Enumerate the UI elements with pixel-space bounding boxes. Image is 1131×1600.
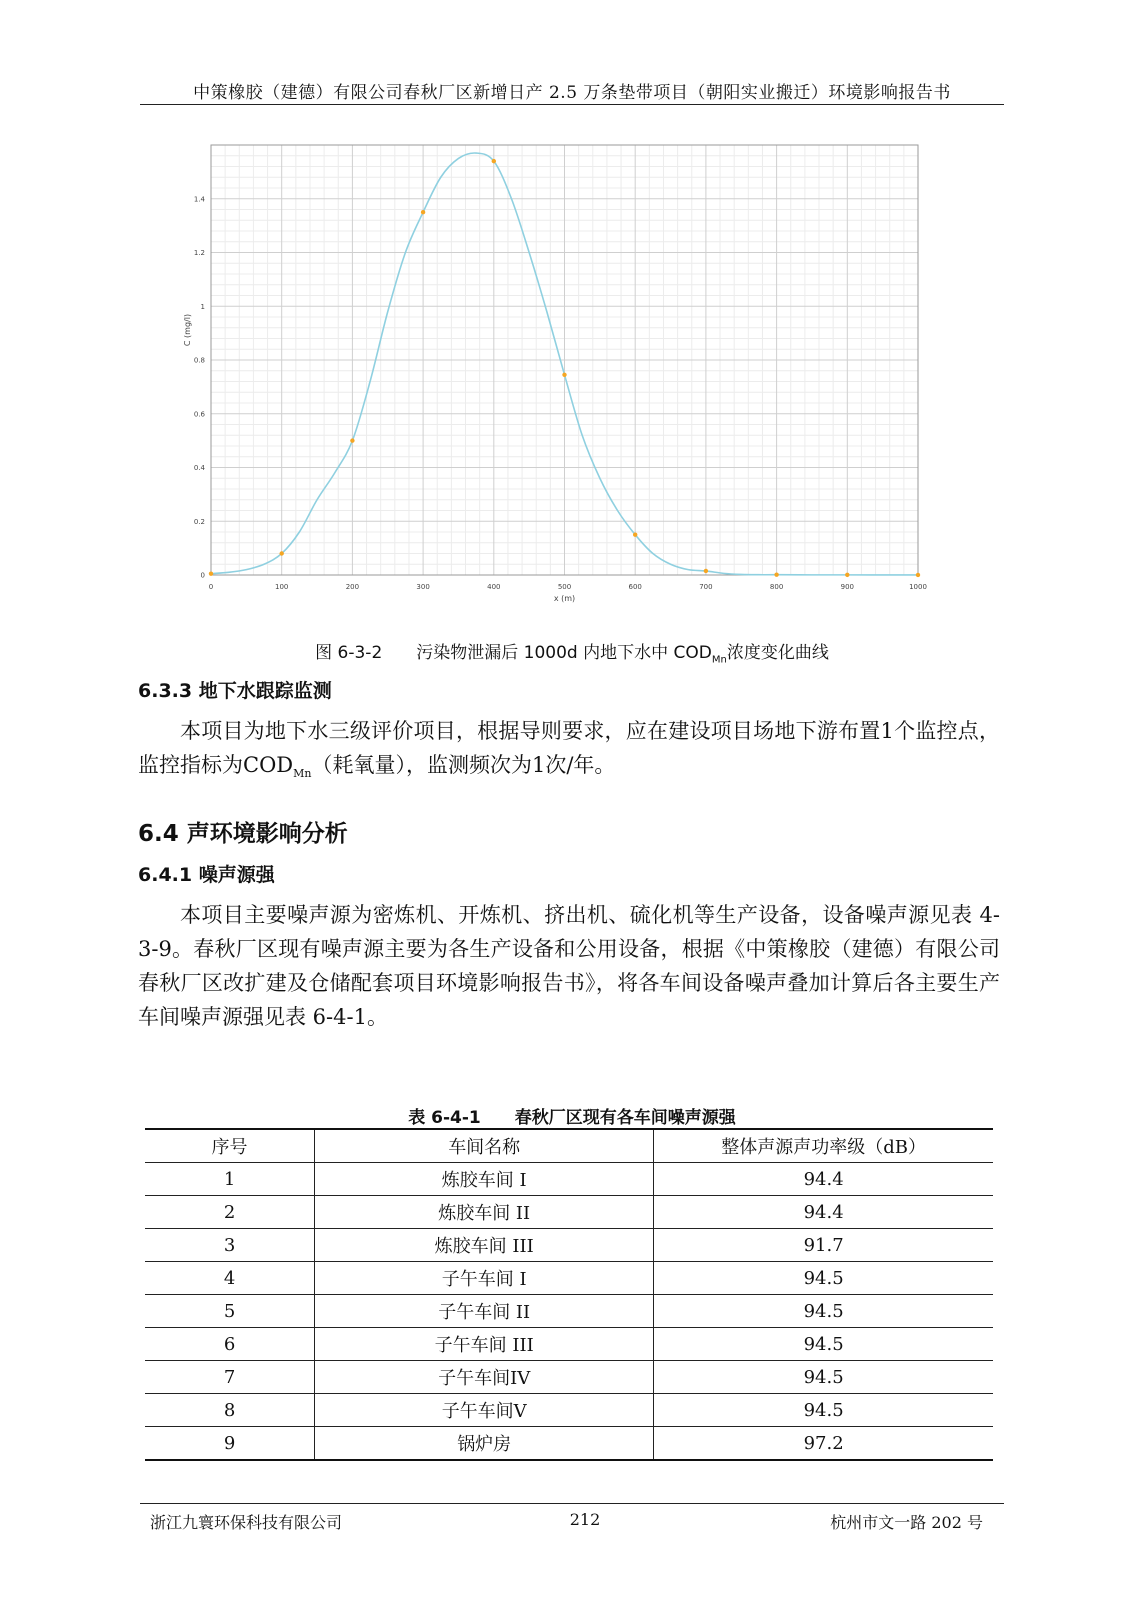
figure-caption-subscript: Mn <box>711 654 727 666</box>
paragraph-text: 本项目为地下水三级评价项目，根据导则要求，应在建设项目场地下游布置1个监控点，监控指标为COD <box>138 719 1000 777</box>
workshop-name-cell: 炼胶车间 I <box>315 1163 654 1196</box>
x-tick-label: 700 <box>699 583 713 591</box>
workshop-name-cell: 子午车间V <box>315 1394 654 1427</box>
table-header-row <box>145 1129 993 1163</box>
noise-source-table <box>145 1128 993 1461</box>
footer-divider <box>140 1503 1004 1504</box>
figure-caption <box>140 638 1004 665</box>
sound-power-cell: 94.4 <box>654 1196 993 1229</box>
y-tick-label: 1.4 <box>193 195 205 204</box>
y-tick-label: 0.4 <box>193 464 205 472</box>
x-tick-label: 800 <box>769 583 784 591</box>
table-row <box>145 1394 993 1427</box>
data-point <box>209 571 213 575</box>
concentration-chart <box>180 140 950 620</box>
table-row <box>145 1163 993 1196</box>
row-index-cell: 6 <box>145 1328 315 1361</box>
sound-power-cell: 94.4 <box>654 1163 993 1196</box>
y-tick-label: 0.8 <box>193 356 205 365</box>
x-tick-label: 0 <box>208 583 214 591</box>
x-tick-label: 500 <box>557 583 572 591</box>
workshop-name-cell: 子午车间IV <box>315 1361 654 1394</box>
row-index-cell: 5 <box>145 1295 315 1328</box>
table-row <box>145 1361 993 1394</box>
y-tick-label: 1.2 <box>193 249 205 257</box>
row-index-cell: 1 <box>145 1163 315 1196</box>
page-header: 中策橡胶（建德）有限公司春秋厂区新增日产 2.5 万条垫带项目（朝阳实业搬迁）环境影响报告书 <box>193 83 951 103</box>
row-index-cell: 2 <box>145 1196 315 1229</box>
x-tick-label: 400 <box>487 583 501 591</box>
figure-caption-text: 污染物泄漏后 1000d 内地下水中 COD <box>416 643 712 663</box>
table-row <box>145 1328 993 1361</box>
x-tick-label: 300 <box>416 583 430 591</box>
sound-power-cell: 97.2 <box>654 1427 993 1461</box>
row-index-cell: 8 <box>145 1394 315 1427</box>
row-index-cell: 3 <box>145 1229 315 1262</box>
column-header: 整体声源声功率级（dB） <box>654 1129 993 1163</box>
x-tick-label: 600 <box>628 583 642 591</box>
x-tick-label: 900 <box>840 583 854 591</box>
data-point <box>845 573 849 577</box>
paragraph-subscript: Mn <box>293 767 312 781</box>
sound-power-cell: 94.5 <box>654 1262 993 1295</box>
header-divider <box>140 104 1004 105</box>
data-point <box>633 532 637 536</box>
workshop-name-cell: 子午车间 III <box>315 1328 654 1361</box>
workshop-name-cell: 炼胶车间 II <box>315 1196 654 1229</box>
sound-power-cell: 91.7 <box>654 1229 993 1262</box>
table-row <box>145 1262 993 1295</box>
x-tick-label: 100 <box>275 583 289 591</box>
x-tick-label: 200 <box>345 583 360 591</box>
chart-svg <box>180 140 950 620</box>
workshop-name-cell: 子午车间 I <box>315 1262 654 1295</box>
column-header: 车间名称 <box>315 1129 654 1163</box>
y-tick-label: 0.6 <box>193 410 205 419</box>
data-point <box>562 373 566 377</box>
heading-6-3-3: 6.3.3 地下水跟踪监测 <box>138 680 332 702</box>
table-row <box>145 1196 993 1229</box>
x-tick-label: 1000 <box>909 583 927 591</box>
paragraph-text-end: （耗氧量），监测频次为1次/年。 <box>311 753 616 777</box>
sound-power-cell: 94.5 <box>654 1394 993 1427</box>
column-header: 序号 <box>145 1129 315 1163</box>
row-index-cell: 4 <box>145 1262 315 1295</box>
table-title: 表 6-4-1 春秋厂区现有各车间噪声源强 <box>408 1108 736 1128</box>
data-point <box>774 573 778 577</box>
row-index-cell: 9 <box>145 1427 315 1461</box>
footer-address: 杭州市文一路 202 号 <box>830 1513 983 1532</box>
workshop-name-cell: 锅炉房 <box>315 1427 654 1461</box>
y-tick-label: 1 <box>200 302 205 311</box>
paragraph-noise-source: 本项目主要噪声源为密炼机、开炼机、挤出机、硫化机等生产设备，设备噪声源见表 4-3-9。春秋厂区现有噪声源主要为各生产设备和公用设备，根据《中策橡胶（建德）有限公司春秋厂区改扩建及仓储配套项目环境影响报告书》，将各车间设备噪声叠加计算后各主要生产车间噪声源强见表 6-4-1。 <box>138 903 1000 1029</box>
y-axis-label: C (mg/l) <box>183 313 192 347</box>
data-point <box>350 438 354 442</box>
data-point <box>421 210 425 214</box>
row-index-cell: 7 <box>145 1361 315 1394</box>
page-number: 212 <box>569 1510 601 1529</box>
sound-power-cell: 94.5 <box>654 1328 993 1361</box>
paragraph-groundwater-monitoring <box>138 714 1000 791</box>
table-row <box>145 1229 993 1262</box>
data-point <box>916 573 920 577</box>
figure-number: 图 6-3-2 <box>315 643 383 663</box>
table-row <box>145 1295 993 1328</box>
footer-company: 浙江九寰环保科技有限公司 <box>150 1513 343 1532</box>
workshop-name-cell: 炼胶车间 III <box>315 1229 654 1262</box>
heading-6-4-1: 6.4.1 噪声源强 <box>138 864 275 886</box>
x-axis-label: x (m) <box>553 594 576 603</box>
y-tick-label: 0.2 <box>193 517 205 526</box>
y-tick-label: 0 <box>200 571 205 580</box>
data-point <box>704 569 708 573</box>
figure-caption-suffix: 浓度变化曲线 <box>726 643 829 663</box>
workshop-name-cell: 子午车间 II <box>315 1295 654 1328</box>
table-row <box>145 1427 993 1461</box>
heading-6-4: 6.4 声环境影响分析 <box>138 821 348 847</box>
data-point <box>492 159 496 163</box>
data-point <box>280 551 284 555</box>
sound-power-cell: 94.5 <box>654 1295 993 1328</box>
sound-power-cell: 94.5 <box>654 1361 993 1394</box>
